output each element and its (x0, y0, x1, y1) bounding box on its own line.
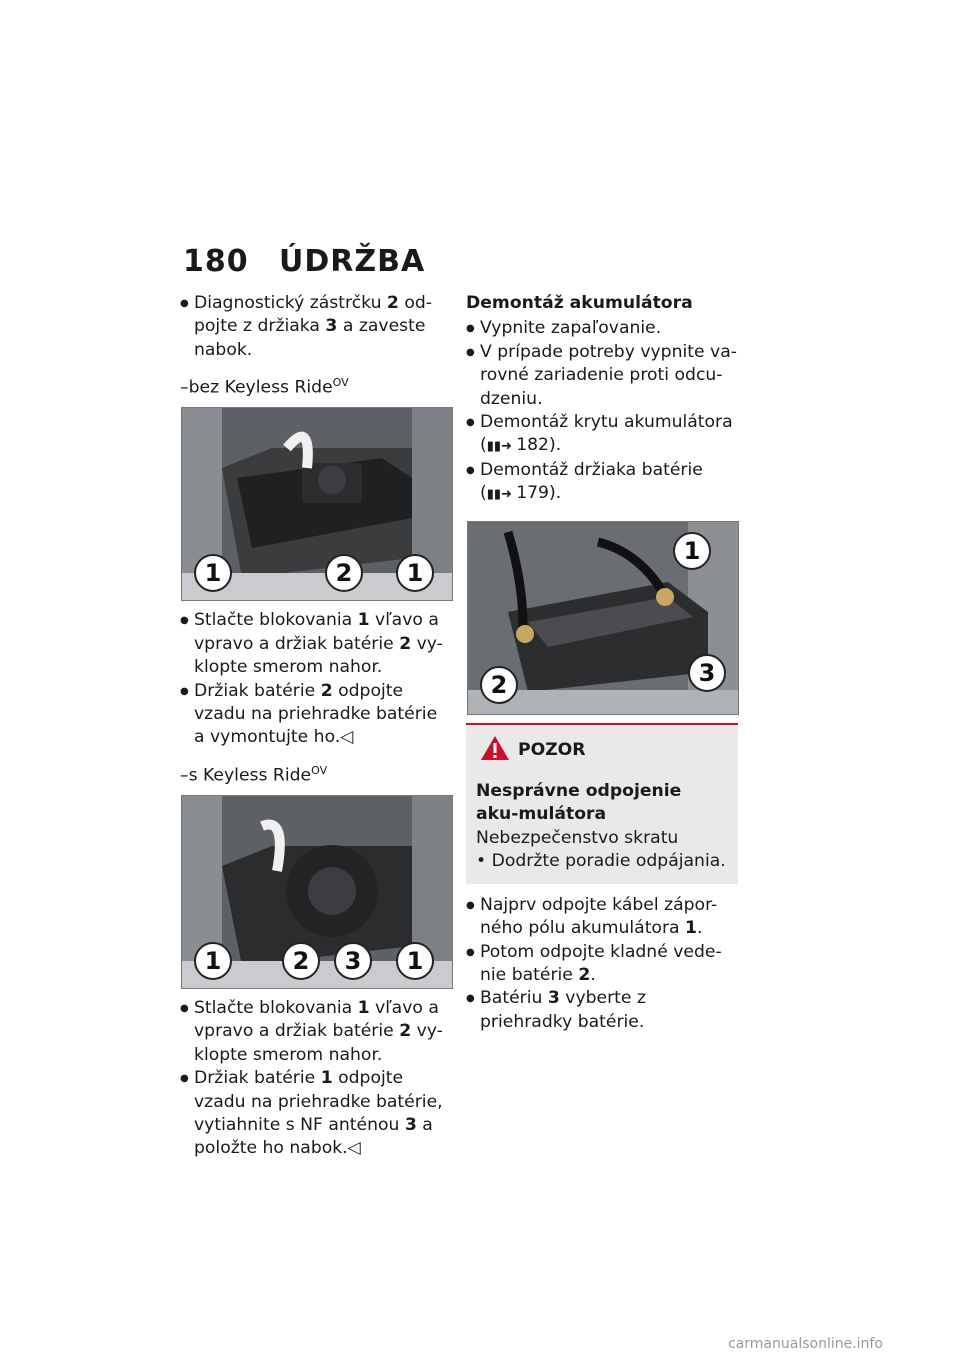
step-remove-holder: ● Držiak batérie 2 odpojte vzadu na priehradke batérie a vymontujte ho.◁ (180, 680, 452, 750)
callout-2: 2 (282, 942, 320, 980)
warning-item: • Dodržte poradie odpájania. (476, 851, 726, 872)
page-header (183, 244, 425, 279)
step-positive-cable: ● Potom odpojte kladné vede-nie batérie 2. (466, 941, 738, 988)
callout-1-left: 1 (194, 942, 232, 980)
page-number: 180 (183, 244, 249, 279)
left-column (180, 292, 452, 1161)
step-remove-holder-keyless: ● Držiak batérie 1 odpojte vzadu na priehradke batérie, vytiahnite s NF anténou 3 a položte ho nabok.◁ (180, 1067, 452, 1161)
section-title: ÚDRŽBA (279, 244, 426, 279)
warning-box (466, 723, 738, 884)
watermark: carmanualsonline.info (728, 1336, 883, 1352)
variant-without-keyless: –bez Keyless Ride$^{OV}$ (180, 376, 349, 398)
callout-1: 1 (673, 532, 711, 570)
step-negative-cable: ● Najprv odpojte kábel zápor-ného pólu akumulátora 1. (466, 894, 738, 941)
step-press-locks: ● Stlačte blokovania 1 vľavo a vpravo a držiak batérie 2 vy-klopte smerom nahor. (180, 609, 452, 679)
callout-3: 3 (688, 654, 726, 692)
step-remove-cover: ● Demontáž krytu akumulátora (▮▮➜ 182). (466, 411, 738, 459)
step-press-locks-keyless: ● Stlačte blokovania 1 vľavo a vpravo a držiak batérie 2 vy-klopte smerom nahor. (180, 997, 452, 1067)
step-alarm-off: ● V prípade potreby vypnite va-rovné zariadenie proti odcu-dzeniu. (466, 341, 738, 411)
callout-2: 2 (480, 666, 518, 704)
callout-1-right: 1 (396, 942, 434, 980)
warning-text: Nebezpečenstvo skratu (476, 827, 679, 848)
warning-triangle-icon (480, 735, 510, 768)
figure-battery-holder-keyless (181, 795, 453, 989)
warning-title: POZOR (518, 739, 586, 760)
step-ignition-off: ● Vypnite zapaľovanie. (466, 317, 738, 340)
warning-heading: Nesprávne odpojenie aku-mulátora (476, 781, 682, 825)
step-unplug-diagnostic: ● Diagnostický zástrčku 2 od-pojte z držiaka 3 a zaveste nabok. (180, 292, 452, 362)
callout-2: 2 (325, 554, 363, 592)
step-remove-battery: ● Batériu 3 vyberte z priehradky batérie. (466, 987, 738, 1034)
callout-3: 3 (334, 942, 372, 980)
figure-battery-holder (181, 407, 453, 601)
step-remove-bracket: ● Demontáž držiaka batérie (▮▮➜ 179). (466, 459, 738, 507)
callout-1-left: 1 (194, 554, 232, 592)
page-ref-arrow-icon: ▮▮➜ (486, 439, 512, 455)
section-heading: Demontáž akumulátora (466, 293, 693, 313)
callout-1-right: 1 (396, 554, 434, 592)
variant-with-keyless: –s Keyless Ride$^{OV}$ (180, 763, 328, 786)
figure-battery-terminals (467, 521, 739, 715)
page-ref-arrow-icon: ▮▮➜ (486, 487, 512, 503)
right-column (466, 292, 738, 1034)
